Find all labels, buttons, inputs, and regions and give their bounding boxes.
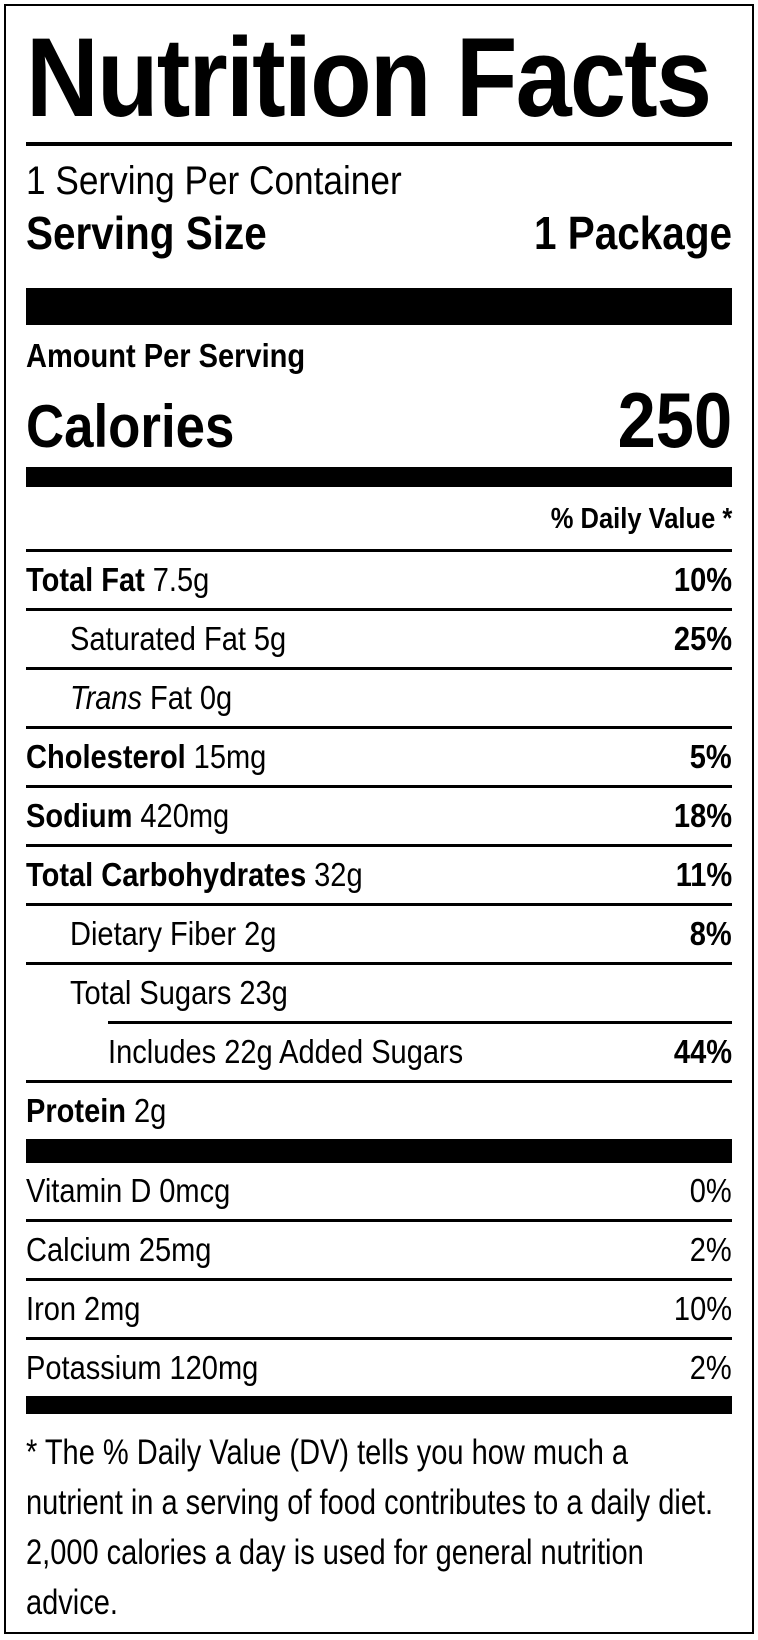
calories-label: Calories: [26, 393, 235, 460]
nutrient-amount: 120mg: [169, 1349, 259, 1386]
nutrient-amount: 0mcg: [159, 1172, 231, 1209]
nutrient-daily-value: 11%: [675, 856, 732, 893]
nutrient-name: Cholesterol: [26, 738, 186, 775]
nutrient-name: Potassium: [26, 1349, 162, 1386]
nutrient-row-total-sugars: [26, 965, 732, 1021]
nutrient-amount: 23g: [239, 974, 288, 1011]
nutrient-name: Sodium: [26, 797, 133, 834]
nutrient-amount: 7.5g: [152, 561, 210, 598]
nutrient-daily-value: 2%: [690, 1231, 732, 1268]
nutrient-name: Calcium: [26, 1231, 131, 1268]
calories-row: [26, 375, 732, 465]
nutrient-name: Iron: [26, 1290, 77, 1327]
nutrient-daily-value: 2%: [690, 1349, 732, 1386]
micronutrient-row-calcium: [26, 1222, 732, 1278]
serving-size-label: Serving Size: [26, 207, 267, 259]
nutrient-row-trans-fat: [26, 670, 732, 726]
micronutrient-row-iron: [26, 1281, 732, 1337]
calories-value: 250: [617, 376, 732, 465]
nutrient-row-total-carbohydrates: [26, 847, 732, 903]
nutrient-row-saturated-fat: [26, 611, 732, 667]
section-bar-medium: [26, 467, 732, 487]
nutrient-daily-value: 18%: [673, 797, 732, 834]
nutrient-amount: 420mg: [140, 797, 230, 834]
nutrient-name: Saturated Fat: [70, 620, 246, 657]
nutrient-daily-value: 0%: [690, 1172, 732, 1209]
serving-size-value: 1 Package: [533, 207, 732, 259]
footnote-section: [26, 1414, 732, 1628]
section-bar-thick: [26, 1139, 732, 1163]
serving-size-row: [26, 204, 732, 262]
nutrient-amount: 5g: [253, 620, 287, 657]
nutrient-amount: 32g: [314, 856, 363, 893]
micronutrient-row-potassium: [26, 1340, 732, 1396]
section-bar-thick: [26, 288, 732, 325]
nutrient-daily-value: 8%: [690, 915, 732, 952]
nutrient-name: Total Fat: [26, 561, 145, 598]
amount-per-serving-label: Amount Per Serving: [26, 337, 306, 374]
section-bar-footnote: [26, 1396, 732, 1414]
nutrient-row-dietary-fiber: [26, 906, 732, 962]
daily-value-footnote: * The % Daily Value (DV) tells you how much a nutrient in a serving of food contributes to a daily diet. 2,000 calories a day is used for general nutrition advice.: [26, 1433, 714, 1622]
nutrient-daily-value: 10%: [673, 1290, 732, 1327]
nutrient-daily-value: 44%: [673, 1033, 732, 1070]
nutrient-name: Protein: [26, 1092, 127, 1129]
nutrient-daily-value: 5%: [690, 738, 732, 775]
nutrient-daily-value: 10%: [673, 561, 732, 598]
nutrient-name: Total Sugars: [70, 974, 232, 1011]
nutrient-name: Total Carbohydrates: [26, 856, 307, 893]
nutrient-amount: 2g: [133, 1092, 167, 1129]
micronutrient-row-vitamin-d: [26, 1163, 732, 1219]
nutrient-amount: 0g: [199, 679, 233, 716]
label-title: Nutrition Facts: [26, 15, 711, 140]
nutrient-name: Fat: [149, 679, 192, 716]
nutrient-row-added-sugars: [26, 1024, 732, 1080]
servings-per-container: [26, 146, 732, 204]
daily-value-header: % Daily Value *: [550, 503, 732, 535]
nutrient-daily-value: 25%: [673, 620, 732, 657]
nutrient-name-italic: Trans: [70, 679, 143, 716]
nutrient-name: Includes 22g Added Sugars: [108, 1033, 464, 1070]
nutrition-facts-label: [4, 4, 754, 1634]
nutrient-row-protein: [26, 1083, 732, 1139]
nutrient-row-cholesterol: [26, 729, 732, 785]
nutrient-amount: 25mg: [138, 1231, 212, 1268]
nutrient-amount: 2g: [244, 915, 277, 952]
nutrient-name: Vitamin D: [26, 1172, 152, 1209]
nutrient-amount: 2mg: [83, 1290, 141, 1327]
nutrient-amount: 15mg: [193, 738, 267, 775]
servings-per-container-text: 1 Serving Per Container: [26, 159, 402, 203]
nutrient-row-total-fat: [26, 552, 732, 608]
nutrient-name: Dietary Fiber: [70, 915, 237, 952]
nutrient-row-sodium: [26, 788, 732, 844]
